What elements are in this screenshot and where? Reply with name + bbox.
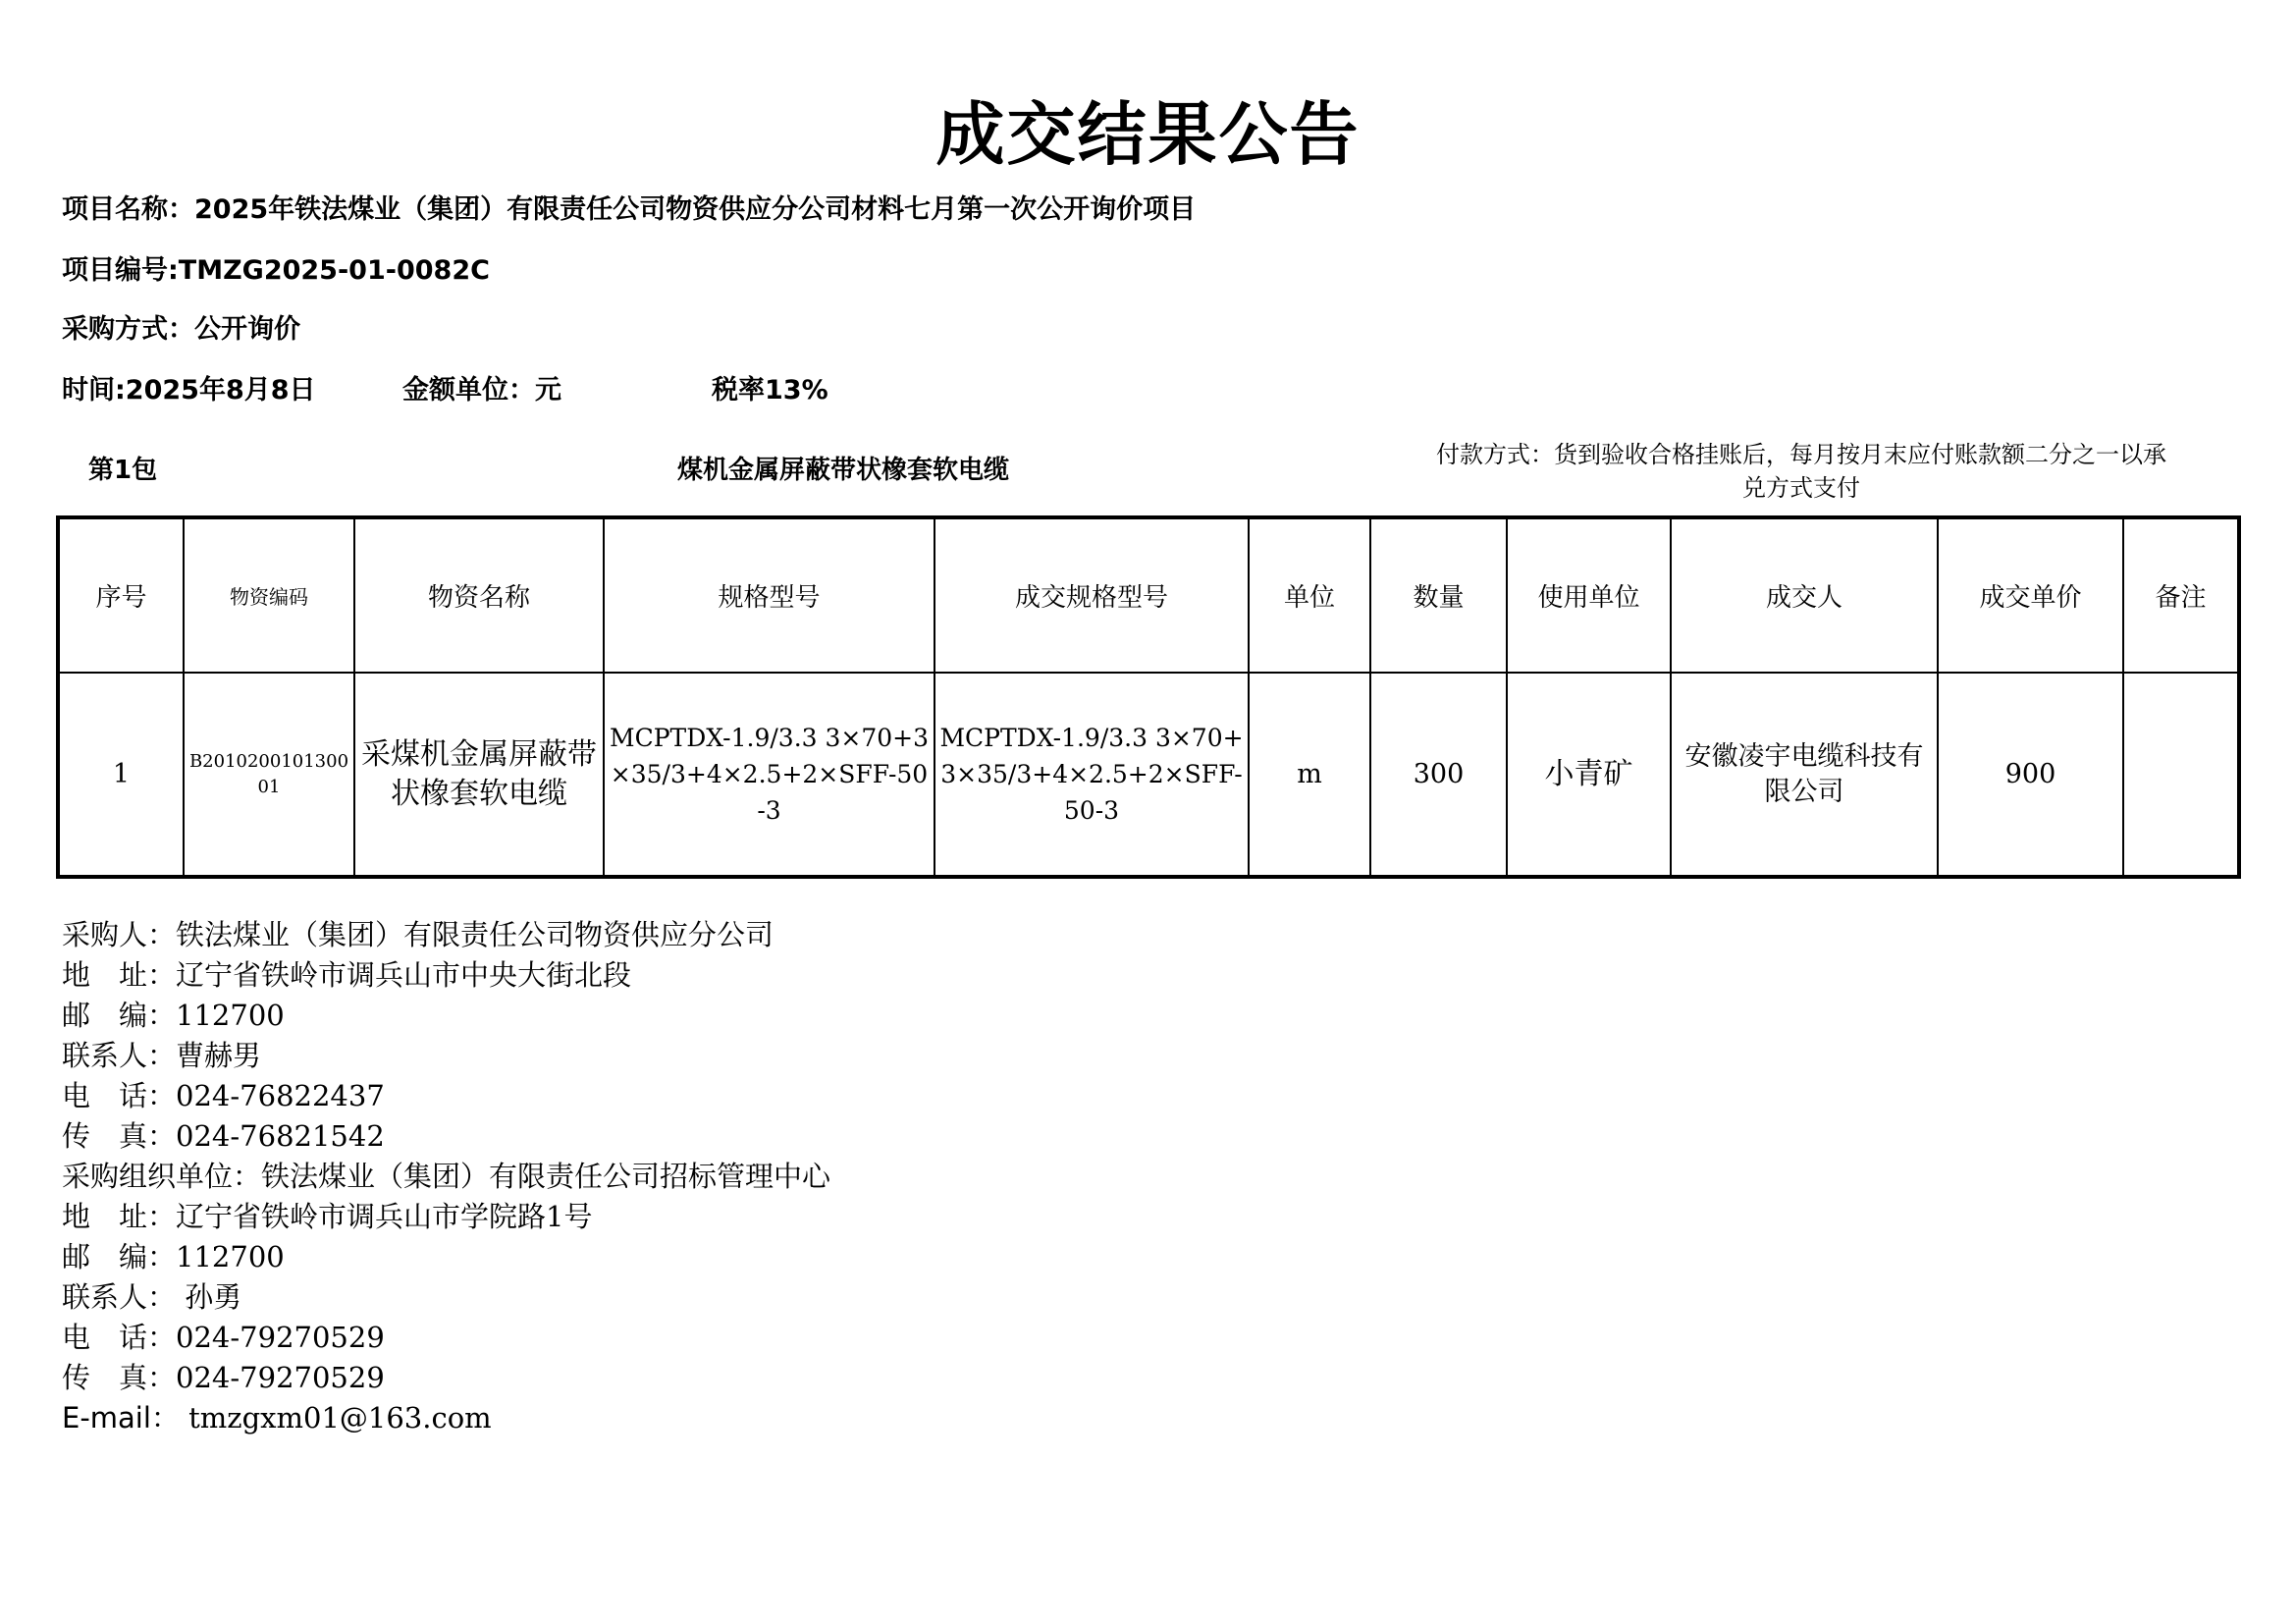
contact-value: 024-79270529: [176, 1321, 385, 1354]
project-name: 项目名称：2025年铁法煤业（集团）有限责任公司物资供应分公司材料七月第一次公开询价项目: [62, 194, 1197, 225]
contact-value: 辽宁省铁岭市调兵山市学院路1号: [176, 1200, 593, 1233]
contact-label: 采购组织单位：: [62, 1160, 262, 1193]
contact-label: 联系人：: [62, 1039, 177, 1072]
award-table: [56, 515, 2241, 879]
table-header-row: [58, 517, 2239, 673]
header-cell-no: 序号: [58, 517, 184, 673]
payment-terms-line: 兑方式支付: [1742, 474, 1860, 502]
contact-value: 曹赫男: [176, 1039, 262, 1072]
contact-label: 采购人：: [62, 918, 177, 951]
contact-value: 024-79270529: [176, 1361, 385, 1394]
contact-label: E-mail：: [62, 1401, 180, 1435]
contact-value: 112700: [176, 999, 285, 1032]
procurement-method: 采购方式：公开询价: [62, 314, 300, 345]
header-cell-code: 物资编码: [184, 517, 354, 673]
contact-label: 邮 编：: [62, 1240, 177, 1273]
page-title: 成交结果公告: [935, 94, 1361, 175]
project-code: 项目编号:TMZG2025-01-0082C: [62, 255, 490, 286]
cell-unit: m: [1249, 673, 1370, 877]
contact-value: 孙勇: [176, 1280, 242, 1314]
header-cell-deal-spec: 成交规格型号: [934, 517, 1249, 673]
contact-row: [62, 1318, 830, 1358]
cell-code: B201020010130001: [184, 673, 354, 877]
contact-value: 铁法煤业（集团）有限责任公司物资供应分公司: [176, 918, 774, 951]
email-link[interactable]: tmzgxm01@163.com: [179, 1401, 492, 1435]
cell-deal-spec: MCPTDX-1.9/3.3 3×70+3×35/3+4×2.5+2×SFF-50-3: [934, 673, 1249, 877]
contact-row: [62, 1398, 830, 1438]
announcement-time: 时间:2025年8月8日: [62, 375, 316, 406]
contact-value: 铁法煤业（集团）有限责任公司招标管理中心: [261, 1160, 831, 1193]
contact-row: [62, 1076, 830, 1116]
header-cell-name: 物资名称: [354, 517, 604, 673]
contact-label: 传 真：: [62, 1361, 177, 1394]
cell-remark: [2123, 673, 2239, 877]
cell-price: 900: [1938, 673, 2123, 877]
contact-label: 地 址：: [62, 958, 177, 992]
contact-label: 传 真：: [62, 1119, 177, 1153]
contact-label: 电 话：: [62, 1321, 177, 1354]
tax-rate: 税率13%: [712, 375, 828, 406]
contact-label: 地 址：: [62, 1200, 177, 1233]
contact-row: [62, 1277, 830, 1318]
cell-spec: MCPTDX-1.9/3.3 3×70+3×35/3+4×2.5+2×SFF-50-3: [604, 673, 934, 877]
contact-label: 联系人：: [62, 1280, 177, 1314]
cell-winner: 安徽凌宇电缆科技有限公司: [1671, 673, 1938, 877]
header-cell-qty: 数量: [1370, 517, 1507, 673]
contact-row: [62, 1157, 830, 1197]
cell-name: 采煤机金属屏蔽带状橡套软电缆: [354, 673, 604, 877]
contact-value: 112700: [176, 1240, 285, 1273]
contact-block: [62, 915, 830, 1438]
header-cell-spec: 规格型号: [604, 517, 934, 673]
contact-value: 024-76822437: [176, 1079, 385, 1112]
cell-user-unit: 小青矿: [1507, 673, 1671, 877]
payment-terms-line: 付款方式：货到验收合格挂账后，每月按月末应付账款额二分之一以承: [1436, 441, 2166, 468]
contact-label: 邮 编：: [62, 999, 177, 1032]
cell-qty: 300: [1370, 673, 1507, 877]
contact-row: [62, 955, 830, 996]
currency-unit: 金额单位：元: [402, 375, 561, 406]
contact-row: [62, 1237, 830, 1277]
package-label: 第1包: [88, 456, 158, 485]
contact-row: [62, 1116, 830, 1157]
header-cell-unit: 单位: [1249, 517, 1370, 673]
contact-value: 024-76821542: [176, 1119, 385, 1153]
package-name: 煤机金属屏蔽带状橡套软电缆: [677, 456, 1010, 485]
header-cell-remark: 备注: [2123, 517, 2239, 673]
contact-value: 辽宁省铁岭市调兵山市中央大街北段: [176, 958, 632, 992]
header-cell-price: 成交单价: [1938, 517, 2123, 673]
contact-row: [62, 1358, 830, 1398]
contact-row: [62, 1036, 830, 1076]
payment-terms: [1369, 438, 2233, 505]
contact-label: 电 话：: [62, 1079, 177, 1112]
table-row: [58, 673, 2239, 877]
contact-row: [62, 996, 830, 1036]
header-cell-user-unit: 使用单位: [1507, 517, 1671, 673]
cell-no: 1: [58, 673, 184, 877]
header-cell-winner: 成交人: [1671, 517, 1938, 673]
contact-row: [62, 915, 830, 955]
contact-row: [62, 1197, 830, 1237]
